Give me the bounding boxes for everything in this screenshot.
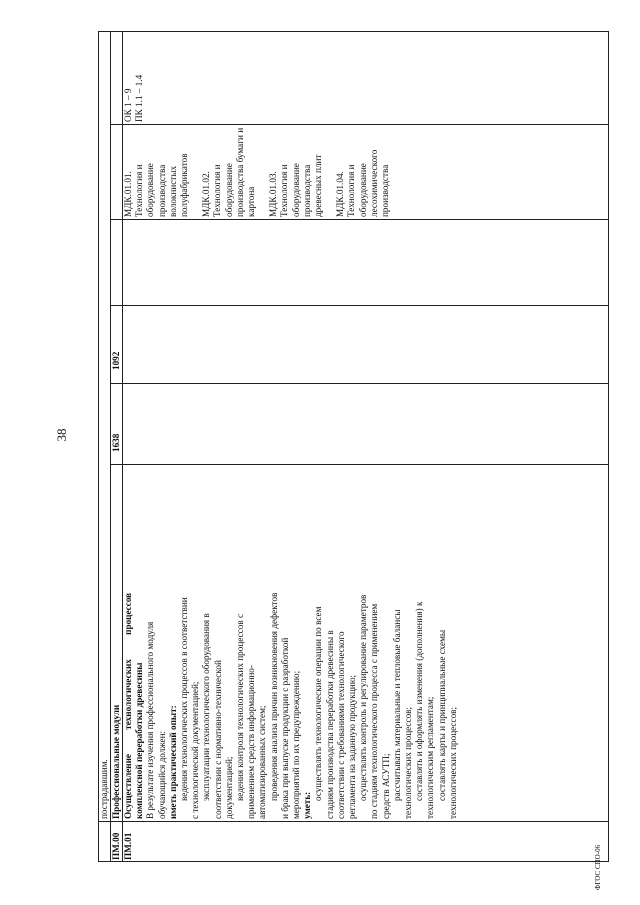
body-line: применением средств информационно-: [246, 665, 257, 819]
col-divider-code: [98, 821, 608, 822]
body-line: средств АСУТП;: [380, 753, 391, 819]
footer-code: ФГОС СПО-06: [594, 844, 602, 890]
body-line: технологических процессов;: [403, 706, 414, 819]
body-line: документацией;: [223, 756, 234, 819]
col-divider-mandatory: [110, 305, 608, 306]
skills-heading: иметь практический опыт:: [167, 705, 178, 819]
mdk-name-line: волокнистых: [167, 165, 178, 217]
mdk-name-line: Технология и: [134, 164, 145, 217]
body-line: технологических процессов;: [447, 706, 458, 819]
body-line: составлять и оформлять изменения (дополнения) к: [414, 601, 425, 801]
mdk-name-line: оборудование: [357, 163, 368, 217]
mdk-name-line: полуфабрикатов: [179, 153, 190, 217]
mdk-name-line: Технология и: [346, 164, 357, 217]
competency-pk: ПК 1.1 – 1.4: [134, 74, 145, 122]
mdk-list: [123, 127, 391, 217]
mdk-code: МДК.01.01.: [123, 171, 133, 217]
mdk-01-01: [123, 127, 190, 217]
body-line: проведения анализа причин возникновения дефектов: [268, 592, 279, 801]
mdk-code: МДК.01.03.: [268, 171, 279, 217]
body-line: рассчитывать материальные и тепловые балансы: [391, 609, 402, 801]
continuation-text: пострадавшим.: [99, 759, 109, 819]
body-line: обучающийся должен:: [156, 730, 167, 819]
mdk-01-02: [201, 127, 257, 217]
body-line: составлять карты и принципиальные схемы: [436, 629, 447, 801]
pm01-description: [123, 469, 459, 819]
mdk-01-03: [268, 127, 324, 217]
mdk-name-line: оборудование: [223, 163, 234, 217]
pm00-code: ПМ.00: [111, 832, 121, 860]
body-line: стадиям производства переработки древесины в: [324, 630, 335, 819]
mdk-name-line: производства: [156, 164, 167, 217]
page-number: 38: [54, 428, 69, 442]
body-line: мероприятий по их предупреждению;: [291, 670, 302, 819]
col-divider-text: [110, 464, 608, 465]
body-line: автоматизированных систем;: [257, 705, 268, 819]
pm01-code: ПМ.01: [123, 832, 133, 860]
mdk-name-line: древесных плит: [313, 154, 324, 217]
pm00-title: Профессиональные модули: [111, 704, 121, 819]
mdk-01-04: [335, 127, 391, 217]
body-line: по стадиям технологического процесса с применением: [369, 603, 380, 819]
body-line: осуществлять технологические операции по всем: [313, 606, 324, 801]
body-line: соответствии с требованиями технологического: [335, 631, 346, 819]
mdk-name-line: производства: [301, 164, 312, 217]
pm00-mandatory-hours: 1092: [111, 351, 121, 370]
col-divider-mdk: [110, 124, 608, 125]
mdk-name-line: оборудование: [145, 163, 156, 217]
body-line: и брака при выпуске продукции с разработкой: [279, 637, 290, 819]
pm01-title-line-2: комплексной переработки древесины: [134, 662, 145, 819]
mdk-name-line: производства: [380, 164, 391, 217]
mdk-name-line: картона: [246, 186, 257, 217]
mdk-name-line: лесохимического: [368, 149, 379, 217]
body-line: с технологической документацией;: [190, 681, 201, 819]
body-line: В результате изучения профессионального модуля: [145, 621, 156, 819]
col-divider-total: [110, 383, 608, 384]
curriculum-table: [98, 32, 608, 862]
body-line: технологическим регламентам;: [425, 696, 436, 819]
competencies: [123, 34, 145, 122]
mdk-name-line: оборудование: [290, 163, 301, 217]
mdk-name-line: производства бумаги и: [234, 127, 245, 217]
pm01-title-line-1: Осуществление технологических процессов: [123, 592, 133, 819]
mdk-name-line: Технология и: [212, 164, 223, 217]
mdk-code: МДК.01.02.: [201, 171, 212, 217]
body-line: эксплуатации технологического оборудования в: [201, 613, 212, 801]
competency-ok: ОК 1 – 9: [123, 88, 133, 122]
abilities-heading: уметь:: [302, 791, 313, 819]
body-line: регламента на заданную продукцию;: [347, 674, 358, 819]
mdk-name-line: Технология и: [279, 164, 290, 217]
body-line: осуществлять контроль и регулирование параметров: [358, 594, 369, 801]
body-line: соответствии с нормативно-технической: [212, 660, 223, 819]
pm00-total-hours: 1638: [111, 433, 121, 452]
body-line: ведения технологических процессов в соответствии: [179, 597, 190, 801]
col-divider-blank: [110, 219, 608, 220]
mdk-code: МДК.01.04.: [335, 171, 346, 217]
body-line: ведения контроля технологических процессов с: [235, 613, 246, 801]
